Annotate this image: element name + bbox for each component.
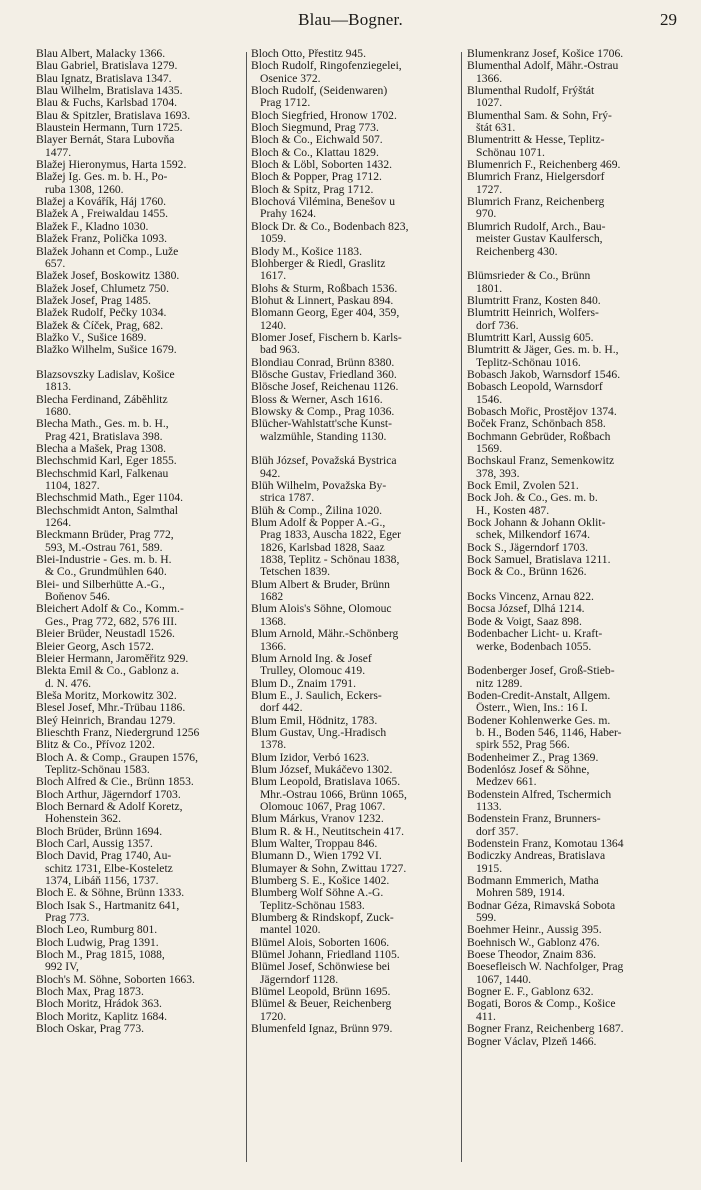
directory-entry-line: Bloch & Co., Eichwald 507.	[251, 134, 383, 147]
directory-entry-line: Bodenstein Franz, Komotau 1364	[467, 838, 624, 850]
directory-entry-line: Blažej Ig. Ges. m. b. H., Po-	[36, 171, 168, 184]
directory-entry-line: Blümel Josef, Schönwiese bei	[251, 961, 391, 974]
directory-entry-line: Blau & Spitzler, Bratislava 1693.	[36, 109, 191, 122]
directory-entry-line: & Co., Grundmühlen 640.	[45, 566, 167, 579]
directory-entry-line: Trulley, Olomouc 419.	[260, 665, 366, 678]
directory-entry-line: Bloch & Popper, Prag 1712.	[251, 171, 382, 184]
directory-entry-line: Bodenbacher Licht- u. Kraft-	[467, 628, 603, 641]
directory-entry-line: 1133.	[476, 800, 502, 813]
directory-entry-line: Blechschmid Karl, Eger 1855.	[36, 455, 177, 468]
directory-entry-line: 1838, Teplitz - Schönau 1838,	[260, 554, 400, 567]
directory-entry-line: Blažek Josef, Chlumetz 750.	[36, 282, 169, 295]
directory-entry-line: 1727.	[476, 183, 503, 196]
directory-entry-line: Bocks Vincenz, Arnau 822.	[467, 591, 594, 604]
directory-entry-line: Prag 421, Bratislava 398.	[45, 430, 163, 443]
directory-entry-line: Boesefleisch W. Nachfolger, Prag	[467, 961, 624, 974]
directory-entry-line	[467, 579, 680, 591]
directory-entry-line: Blomann Georg, Eger 404, 359,	[251, 307, 400, 320]
directory-entry-line: Blecha a Mašek, Prag 1308.	[36, 443, 167, 455]
directory-entry-line: Bloch David, Prag 1740, Au-	[36, 850, 172, 863]
directory-entry-line: 1366.	[476, 72, 503, 85]
directory-entry-line: schek, Milkendorf 1674.	[476, 529, 590, 542]
directory-entry-line: Blumtritt Heinrich, Wolfers-	[467, 307, 599, 320]
directory-entry-line: Blumberg & Rindskopf, Zuck-	[251, 912, 394, 925]
directory-entry-line: Bloch Carl, Aussig 1357.	[36, 838, 153, 850]
directory-entry-line: Blümel & Beuer, Reichenberg	[251, 998, 392, 1011]
directory-entry-line: meister Gustav Kaulfersch,	[476, 233, 603, 246]
column-2	[251, 48, 463, 1036]
directory-entry-line: Bocsa József, Dlhá 1214.	[467, 603, 585, 616]
directory-entry-line: Blecha Ferdinand, Zábĕhlitz	[36, 393, 168, 406]
directory-entry-line: Bochskaul Franz, Semenkowitz	[467, 455, 615, 468]
directory-entry-line: 1826, Karlsbad 1828, Saaz	[260, 541, 385, 554]
directory-entry-line: 1915.	[476, 862, 503, 875]
directory-entry-line: Blecha Math., Ges. m. b. H.,	[36, 418, 169, 431]
directory-entry-line: Blumann D., Wien 1792 VI.	[251, 850, 382, 863]
directory-entry-line: Bloch Rudolf, (Seidenwaren)	[251, 85, 388, 98]
page-header	[0, 10, 701, 36]
directory-entry-line: Blažko V., Sušice 1689.	[36, 331, 147, 344]
directory-entry-line: Blechschmid Karl, Falkenau	[36, 467, 169, 480]
directory-entry-line: dorf 442.	[260, 702, 303, 715]
directory-entry-line: Blažek F., Kladno 1030.	[36, 220, 149, 233]
directory-entry-line: Bleý Heinrich, Brandau 1279.	[36, 714, 176, 727]
directory-entry-line: Bode & Voigt, Saaz 898.	[467, 615, 582, 628]
directory-entry-line: 599.	[476, 912, 497, 925]
directory-entry-line: Blösche Josef, Reichenau 1126.	[251, 381, 399, 394]
page-title: Blau—Bogner.	[298, 10, 403, 29]
directory-entry-line: ruba 1308, 1260.	[45, 183, 124, 196]
directory-entry-line: Olomouc 1067, Prag 1067.	[260, 800, 386, 813]
directory-entry-line: 1104, 1827.	[45, 480, 100, 493]
directory-entry-line: Blei-Industrie - Ges. m. b. H.	[36, 554, 172, 567]
directory-entry-line: Blum Arnold Ing. & Josef	[251, 652, 372, 665]
column-1	[36, 48, 251, 1036]
directory-entry-line: Blekta Emil & Co., Gablonz a.	[36, 665, 179, 678]
directory-entry-line: Blum Walter, Troppau 846.	[251, 838, 378, 850]
directory-entry-line: Bogner Franz, Reichenberg 1687.	[467, 1023, 624, 1036]
directory-entry-line: Bodenstein Franz, Brunners-	[467, 813, 601, 826]
directory-entry-line: Blažek Johann et Comp., Luže	[36, 245, 179, 258]
directory-entry-line: Blohs & Sturm, Roßbach 1536.	[251, 282, 398, 295]
directory-entry-line: Bloch M., Prag 1815, 1088,	[36, 949, 165, 962]
directory-entry-line: Blumayer & Sohn, Zwittau 1727.	[251, 862, 407, 875]
directory-entry-line: Blau Gabriel, Bratislava 1279.	[36, 60, 178, 73]
directory-entry-line: Bloch Isak S., Hartmanitz 641,	[36, 899, 180, 912]
directory-entry-line: Bloch Brüder, Brünn 1694.	[36, 825, 163, 838]
directory-entry-line	[467, 653, 680, 665]
directory-entry-line: Blohut & Linnert, Paskau 894.	[251, 294, 394, 307]
directory-entry-line: Blum D., Znaim 1791.	[251, 677, 356, 690]
directory-entry-line: Boehmer Heinr., Aussig 395.	[467, 924, 602, 937]
directory-entry-line: Bock Johann & Johann Oklit-	[467, 517, 606, 530]
directory-entry-line: Blumenfeld Ignaz, Brünn 979.	[251, 1023, 393, 1036]
directory-entry-line: Bloss & Werner, Asch 1616.	[251, 393, 383, 406]
directory-entry-line: 1368.	[260, 615, 287, 628]
directory-entry-line: Jägerndorf 1128.	[260, 973, 339, 986]
directory-entry-line: Bloch Moritz, Kaplitz 1684.	[36, 1010, 168, 1023]
directory-entry-line: Boden-Credit-Anstalt, Allgem.	[467, 689, 611, 702]
directory-entry-line: Bloch Siegmund, Prag 773.	[251, 122, 379, 135]
directory-entry-line: Blüh Wilhelm, Považska By-	[251, 480, 387, 493]
directory-entry-line: Blažek Josef, Boskowitz 1380.	[36, 270, 180, 283]
directory-entry-line: 1617.	[260, 270, 287, 283]
directory-entry-line: Bodener Kohlenwerke Ges. m.	[467, 714, 611, 727]
directory-entry-line: Blücher-Wahlstatt'sche Kunst-	[251, 418, 392, 431]
directory-entry-line: Bock Samuel, Bratislava 1211.	[467, 554, 611, 567]
directory-entry-line: Bogner E. F., Gablonz 632.	[467, 986, 594, 999]
directory-entry-line: Bock Emil, Zvolen 521.	[467, 480, 579, 493]
directory-entry-line: Blum Márkus, Vranov 1232.	[251, 813, 384, 826]
directory-entry-line: dorf 357.	[476, 825, 519, 838]
directory-entry-line: nitz 1289.	[476, 677, 523, 690]
column-divider	[246, 52, 247, 1162]
directory-entry-line: Blum Albert & Bruder, Brünn	[251, 578, 390, 591]
directory-entry-line: Bloch Ludwig, Prag 1391.	[36, 936, 159, 949]
directory-entry-line: Blum Emil, Hödnitz, 1783.	[251, 714, 378, 727]
directory-entry-line: 1720.	[260, 1010, 287, 1023]
directory-entry-line: Bleckmann Brüder, Prag 772,	[36, 529, 174, 542]
directory-entry-line	[36, 357, 251, 369]
directory-entry-line: Bloch & Co., Klattau 1829.	[251, 146, 379, 159]
directory-entry-line: b. H., Boden 546, 1146, Haber-	[476, 726, 622, 739]
directory-entry-line: strica 1787.	[260, 492, 315, 505]
directory-entry-line: Blažek Franz, Polička 1093.	[36, 233, 168, 246]
directory-entry-line: Blieschth Franz, Niedergrund 1256	[36, 726, 200, 739]
directory-entry-line: Blondiau Conrad, Brünn 8380.	[251, 356, 395, 369]
directory-entry-line: 1366.	[260, 640, 287, 653]
directory-entry-line: Bodenheimer Z., Prag 1369.	[467, 751, 599, 764]
directory-entry-line: Blechschmid Math., Eger 1104.	[36, 492, 184, 505]
directory-entry-line: Bleša Moritz, Morkowitz 302.	[36, 689, 177, 702]
directory-entry-line: Boček Franz, Schönbach 858.	[467, 418, 606, 431]
directory-entry-line: Bloch Siegfried, Hronow 1702.	[251, 109, 397, 122]
directory-entry-line: Bleier Georg, Asch 1572.	[36, 640, 154, 653]
directory-entry-line: Blumberg S. E., Košice 1402.	[251, 875, 390, 888]
directory-entry-line: Blümsrieder & Co., Brünn	[467, 270, 591, 283]
directory-entry-line: Bobasch Jakob, Warnsdorf 1546.	[467, 368, 621, 381]
directory-entry-line: Blažej Hieronymus, Harta 1592.	[36, 159, 187, 172]
directory-entry-line: Bloch A. & Comp., Graupen 1576,	[36, 751, 198, 764]
directory-entry-line: Blüh József, Považská Bystrica	[251, 455, 397, 468]
directory-entry-line: Blumtritt & Jäger, Ges. m. b. H.,	[467, 344, 619, 357]
directory-entry-line: d. N. 476.	[45, 677, 92, 690]
directory-entry-line: Blum Gustav, Ung.-Hradisch	[251, 726, 387, 739]
directory-entry-line: 1378.	[260, 739, 287, 752]
directory-entry-line: 1813.	[45, 381, 72, 394]
directory-entry-line: Bogati, Boros & Comp., Košice	[467, 998, 616, 1011]
directory-entry-line	[251, 443, 463, 455]
directory-entry-line: Blümel Leopold, Brünn 1695.	[251, 986, 391, 999]
directory-entry-line: 1240.	[260, 319, 287, 332]
directory-entry-line: Bodmann Emmerich, Matha	[467, 875, 599, 888]
directory-entry-line: Blumenthal Rudolf, Frýštát	[467, 85, 595, 98]
directory-entry-line: Bloch's M. Söhne, Soborten 1663.	[36, 973, 195, 986]
directory-entry-line: Blum Alois's Söhne, Olomouc	[251, 603, 392, 616]
directory-entry-line: 411.	[476, 1010, 496, 1023]
directory-entry-line: mantel 1020.	[260, 924, 321, 937]
directory-entry-line: Tetschen 1839.	[260, 566, 331, 579]
directory-entry-line: 1682	[260, 591, 284, 604]
directory-entry-line: Bloch & Löbl, Soborten 1432.	[251, 159, 393, 172]
directory-entry-line: Teplitz-Schönau 1583.	[45, 763, 150, 776]
directory-entry-line: 1264.	[45, 517, 72, 530]
column-3	[467, 48, 680, 1048]
directory-entry-line: Bloch Moritz, Hrádok 363.	[36, 998, 162, 1011]
directory-entry-line: Boehnisch W., Gablonz 476.	[467, 936, 600, 949]
directory-entry-line: Blumtritt Karl, Aussig 605.	[467, 331, 594, 344]
directory-entry-line: Boňenov 546.	[45, 591, 111, 604]
column-divider	[461, 52, 462, 1162]
directory-entry-line: Blažek & Číček, Prag, 682.	[36, 319, 164, 332]
directory-entry-line: Bodiczky Andreas, Bratislava	[467, 850, 606, 863]
directory-entry-line: dorf 736.	[476, 319, 519, 332]
directory-entry-line: Bloch Arthur, Jägerndorf 1703.	[36, 788, 181, 801]
directory-entry-line: Blažek Rudolf, Pečky 1034.	[36, 307, 167, 320]
directory-entry-line: Prahy 1624.	[260, 208, 317, 221]
directory-entry-line: Blohberger & Riedl, Graslitz	[251, 257, 386, 270]
directory-entry-line: Blau Ignatz, Bratislava 1347.	[36, 72, 172, 85]
directory-entry-line: spirk 552, Prag 566.	[476, 739, 570, 752]
directory-entry-line: Blau & Fuchs, Karlsbad 1704.	[36, 97, 178, 110]
directory-entry-line: Mohren 589, 1914.	[476, 887, 565, 900]
directory-entry-line: Blažek A , Freiwaldau 1455.	[36, 208, 169, 221]
directory-entry-line: werke, Bodenbach 1055.	[476, 640, 592, 653]
directory-entry-line: Bobasch Mořic, Prostějov 1374.	[467, 405, 617, 418]
directory-entry-line: Blowsky & Comp., Prag 1036.	[251, 405, 395, 418]
directory-entry-line: schitz 1731, Elbe-Kosteletz	[45, 862, 173, 875]
directory-entry-line: Blochová Vilémina, Benešov u	[251, 196, 395, 209]
directory-entry-line: Blumenthal Adolf, Mähr.-Ostrau	[467, 60, 619, 73]
directory-entry-line: Bloch E. & Söhne, Brünn 1333.	[36, 887, 185, 900]
directory-entry-line: 378, 393.	[476, 467, 520, 480]
directory-entry-line: Blody M., Košice 1183.	[251, 245, 362, 258]
directory-entry-line: Prag 1712.	[260, 97, 311, 110]
directory-entry-line: Blösche Gustav, Friedland 360.	[251, 368, 397, 381]
directory-entry-line: Teplitz-Schönau 1016.	[476, 356, 581, 369]
directory-entry-line: Blitz & Co., Přívoz 1202.	[36, 739, 155, 752]
directory-entry-line: 1477.	[45, 146, 72, 159]
directory-entry-line: 1067, 1440.	[476, 973, 532, 986]
directory-entry-line: Bleier Brüder, Neustadl 1526.	[36, 628, 175, 641]
directory-entry-line: 992 IV,	[45, 961, 79, 974]
directory-entry-line: Prag 1833, Auscha 1822, Eger	[260, 529, 402, 542]
directory-entry-line: 657.	[45, 257, 66, 270]
directory-entry-line: Blesel Josef, Mhr.-Trübau 1186.	[36, 702, 186, 715]
directory-entry-line: Blumrich Rudolf, Arch., Bau-	[467, 220, 606, 233]
directory-entry-line: Blumenthal Sam. & Sohn, Frý-	[467, 109, 612, 122]
directory-entry-line: Blau Wilhelm, Bratislava 1435.	[36, 85, 183, 98]
directory-entry-line: 1546.	[476, 393, 503, 406]
directory-entry-line: Blumenrich F., Reichenberg 469.	[467, 159, 621, 172]
directory-entry-line: Blümel Johann, Friedland 1105.	[251, 949, 400, 962]
directory-entry-line: Blažek Josef, Prag 1485.	[36, 294, 151, 307]
directory-entry-line: Bleichert Adolf & Co., Komm.-	[36, 603, 184, 616]
directory-entry-line: Blum E., J. Saulich, Eckers-	[251, 689, 382, 702]
directory-entry-line: Bloch Bernard & Adolf Koretz,	[36, 800, 183, 813]
directory-entry-line: Blau Albert, Malacky 1366.	[36, 48, 166, 60]
directory-entry-line: Bock Joh. & Co., Ges. m. b.	[467, 492, 598, 505]
directory-entry-line: Blümel Alois, Soborten 1606.	[251, 936, 390, 949]
directory-entry-line: Bock S., Jägerndorf 1703.	[467, 541, 589, 554]
directory-entry-line: Bloch Rudolf, Ringofenziegelei,	[251, 60, 402, 73]
directory-entry-line: 1027.	[476, 97, 503, 110]
directory-entry-line: Blum Arnold, Mähr.-Schönberg	[251, 628, 399, 641]
directory-entry-line: Schönau 1071.	[476, 146, 545, 159]
directory-entry-line: Blumberg Wolf Söhne A.-G.	[251, 887, 384, 900]
directory-entry-line: Blažej a Kovářík, Háj 1760.	[36, 196, 167, 209]
directory-entry-line: Teplitz-Schönau 1583.	[260, 899, 365, 912]
directory-entry-line: Boese Theodor, Znaim 836.	[467, 949, 597, 962]
directory-entry-line: Blumrich Franz, Reichenberg	[467, 196, 605, 209]
directory-entry-line: 942.	[260, 467, 281, 480]
directory-entry-line: H., Kosten 487.	[476, 504, 550, 517]
directory-entry-line: 1569.	[476, 443, 503, 455]
directory-entry-line: Blaustein Hermann, Turn 1725.	[36, 122, 183, 135]
directory-entry-line: 593, M.-Ostrau 761, 589.	[45, 541, 163, 554]
directory-entry-line: Osenice 372.	[260, 72, 321, 85]
directory-entry-line: Bobasch Leopold, Warnsdorf	[467, 381, 603, 394]
directory-entry-line: Mhr.-Ostrau 1066, Brünn 1065,	[260, 788, 407, 801]
directory-entry-line: Bodenberger Josef, Groß-Stieb-	[467, 665, 615, 678]
directory-entry-line: Österr., Wien, Ins.: 16 I.	[476, 702, 588, 715]
directory-entry-line: Bloch Alfred & Cie., Brünn 1853.	[36, 776, 194, 789]
directory-entry-line: Blumrich Franz, Hielgersdorf	[467, 171, 605, 184]
directory-entry-line: Blumtritt Franz, Kosten 840.	[467, 294, 601, 307]
directory-entry-line: Medzev 661.	[476, 776, 537, 789]
directory-entry-line: Blayer Bernát, Stara Lubovňa	[36, 134, 175, 147]
directory-entry-line: Bloch Leo, Rumburg 801.	[36, 924, 158, 937]
directory-entry-line: Blüh & Comp., Žilina 1020.	[251, 504, 383, 517]
page-number: 29	[660, 10, 677, 29]
directory-entry-line: walzmühle, Standing 1130.	[260, 430, 387, 443]
directory-entry-line: Blum R. & H., Neutitschein 417.	[251, 825, 404, 838]
directory-entry-line: 1374, Libáň 1156, 1737.	[45, 875, 159, 888]
directory-entry-line: Bock & Co., Brünn 1626.	[467, 566, 587, 579]
directory-entry-line: 1680.	[45, 405, 72, 418]
directory-entry-line: Bodenlósz Josef & Söhne,	[467, 763, 590, 776]
directory-entry-line: bad 963.	[260, 344, 300, 357]
directory-entry-line: Blei- und Silberhütte A.-G.,	[36, 578, 165, 591]
directory-entry-line: Ges., Prag 772, 682, 576 III.	[45, 615, 178, 628]
directory-entry-line: Bochmann Gebrüder, Roßbach	[467, 430, 611, 443]
directory-entry-line: štát 631.	[476, 122, 516, 135]
directory-entry-line: Reichenberg 430.	[476, 245, 558, 258]
directory-entry-line: Bloch & Spitz, Prag 1712.	[251, 183, 374, 196]
directory-entry-line: Bogner Václav, Plzeň 1466.	[467, 1035, 597, 1048]
directory-entry-line: Blum József, Mukáčevo 1302.	[251, 763, 393, 776]
directory-entry-line: Blumenkranz Josef, Košice 1706.	[467, 48, 624, 60]
directory-entry-line: Blum Leopold, Bratislava 1065.	[251, 776, 401, 789]
directory-entry-line: Blum Adolf & Popper A.-G.,	[251, 517, 386, 530]
directory-entry-line: Bleier Hermann, Jaroměřitz 929.	[36, 652, 189, 665]
directory-entry-line: Blomer Josef, Fischern b. Karls-	[251, 331, 402, 344]
directory-entry-line: Bloch Otto, Přestitz 945.	[251, 48, 366, 60]
directory-entry-line: 970.	[476, 208, 497, 221]
directory-entry-line: 1801.	[476, 282, 503, 295]
directory-entry-line: Bloch Oskar, Prag 773.	[36, 1023, 145, 1036]
directory-entry-line: Blechschmidt Anton, Salmthal	[36, 504, 179, 517]
directory-entry-line: Hohenstein 362.	[45, 813, 121, 826]
directory-entry-line	[467, 258, 680, 270]
directory-entry-line: Bodnar Géza, Rimavská Sobota	[467, 899, 616, 912]
directory-entry-line: 1059.	[260, 233, 287, 246]
directory-entry-line: Block Dr. & Co., Bodenbach 823,	[251, 220, 409, 233]
directory-entry-line: Blažko Wilhelm, Sušice 1679.	[36, 344, 177, 357]
directory-entry-line: Blum Izidor, Verbó 1623.	[251, 751, 370, 764]
directory-entry-line: Blumentritt & Hesse, Teplitz-	[467, 134, 605, 147]
directory-entry-line: Prag 773.	[45, 912, 90, 925]
directory-entry-line: Bodenstein Alfred, Tschermich	[467, 788, 612, 801]
directory-entry-line: Blazsovszky Ladislav, Košice	[36, 368, 175, 381]
directory-entry-line: Bloch Max, Prag 1873.	[36, 986, 144, 999]
